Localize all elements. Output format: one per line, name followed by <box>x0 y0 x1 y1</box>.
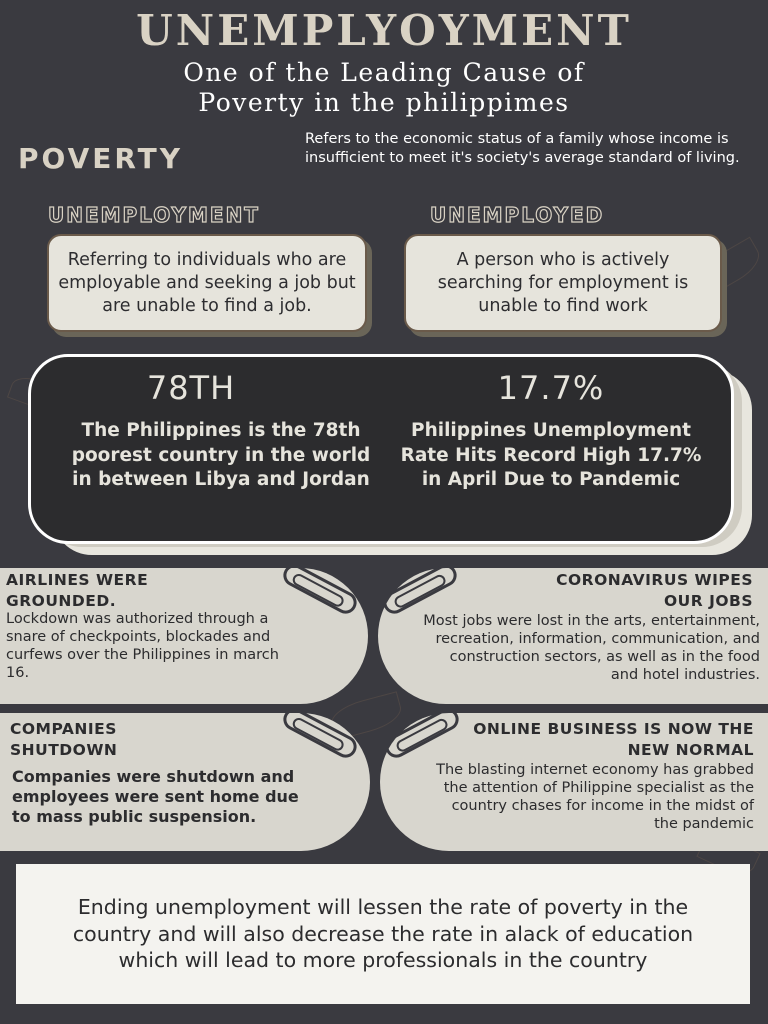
poverty-label: POVERTY <box>18 142 184 175</box>
subtitle-line-1: One of the Leading Cause of <box>183 58 585 87</box>
conclusion-box <box>16 864 750 1004</box>
stats-panel <box>28 354 734 544</box>
coronavirus-body: Most jobs were lost in the arts, entertainment, recreation, information, communication, and construction sectors, as well as in the food and hotel industries. <box>423 613 760 683</box>
rank-stat-number: 78TH <box>146 369 236 407</box>
online-business-body: The blasting internet economy has grabbed the attention of Philippine specialist as the country chases for income in the midst of the pandemic <box>436 762 754 832</box>
companies-body: Companies were shutdown and employees were sent home due to mass public suspension. <box>12 767 299 826</box>
subtitle-line-2: Poverty in the philippimes <box>198 88 570 117</box>
unemployed-heading: UNEMPLOYED <box>430 203 605 227</box>
coronavirus-title: CORONAVIRUS WIPES OUR JOBS <box>556 571 753 610</box>
poverty-definition: Refers to the economic status of a family whose income is insufficient to meet it's society's average standard of living. <box>305 131 740 166</box>
unemployed-definition-box <box>404 234 722 332</box>
rate-stat-text: Philippines Unemployment Rate Hits Record High 17.7% in April Due to Pandemic <box>400 420 702 490</box>
page-subtitle <box>0 58 768 118</box>
unemployment-definition-box <box>47 234 367 332</box>
unemployment-definition: Referring to individuals who are employable and seeking a job but are unable to find a job. <box>58 249 356 316</box>
companies-title: COMPANIES SHUTDOWN <box>10 720 118 759</box>
unemployed-definition: A person who is actively searching for employment is unable to find work <box>437 249 689 316</box>
unemployment-heading: UNEMPLOYMENT <box>48 203 260 227</box>
page-title: UNEMPLYOYMENT <box>136 6 632 55</box>
airlines-title: AIRLINES WERE GROUNDED. <box>6 571 149 610</box>
online-business-title: ONLINE BUSINESS IS NOW THE NEW NORMAL <box>473 720 754 759</box>
airlines-body: Lockdown was authorized through a snare of checkpoints, blockades and curfews over the Philippines in march 16. <box>6 611 279 681</box>
rate-stat-number: 17.7% <box>497 369 605 407</box>
rank-stat-text: The Philippines is the 78th poorest country in the world in between Libya and Jordan <box>71 420 371 490</box>
conclusion-text: Ending unemployment will lessen the rate of poverty in the country and will also decrease the rate in alack of education which will lead to more professionals in the country <box>72 895 694 973</box>
